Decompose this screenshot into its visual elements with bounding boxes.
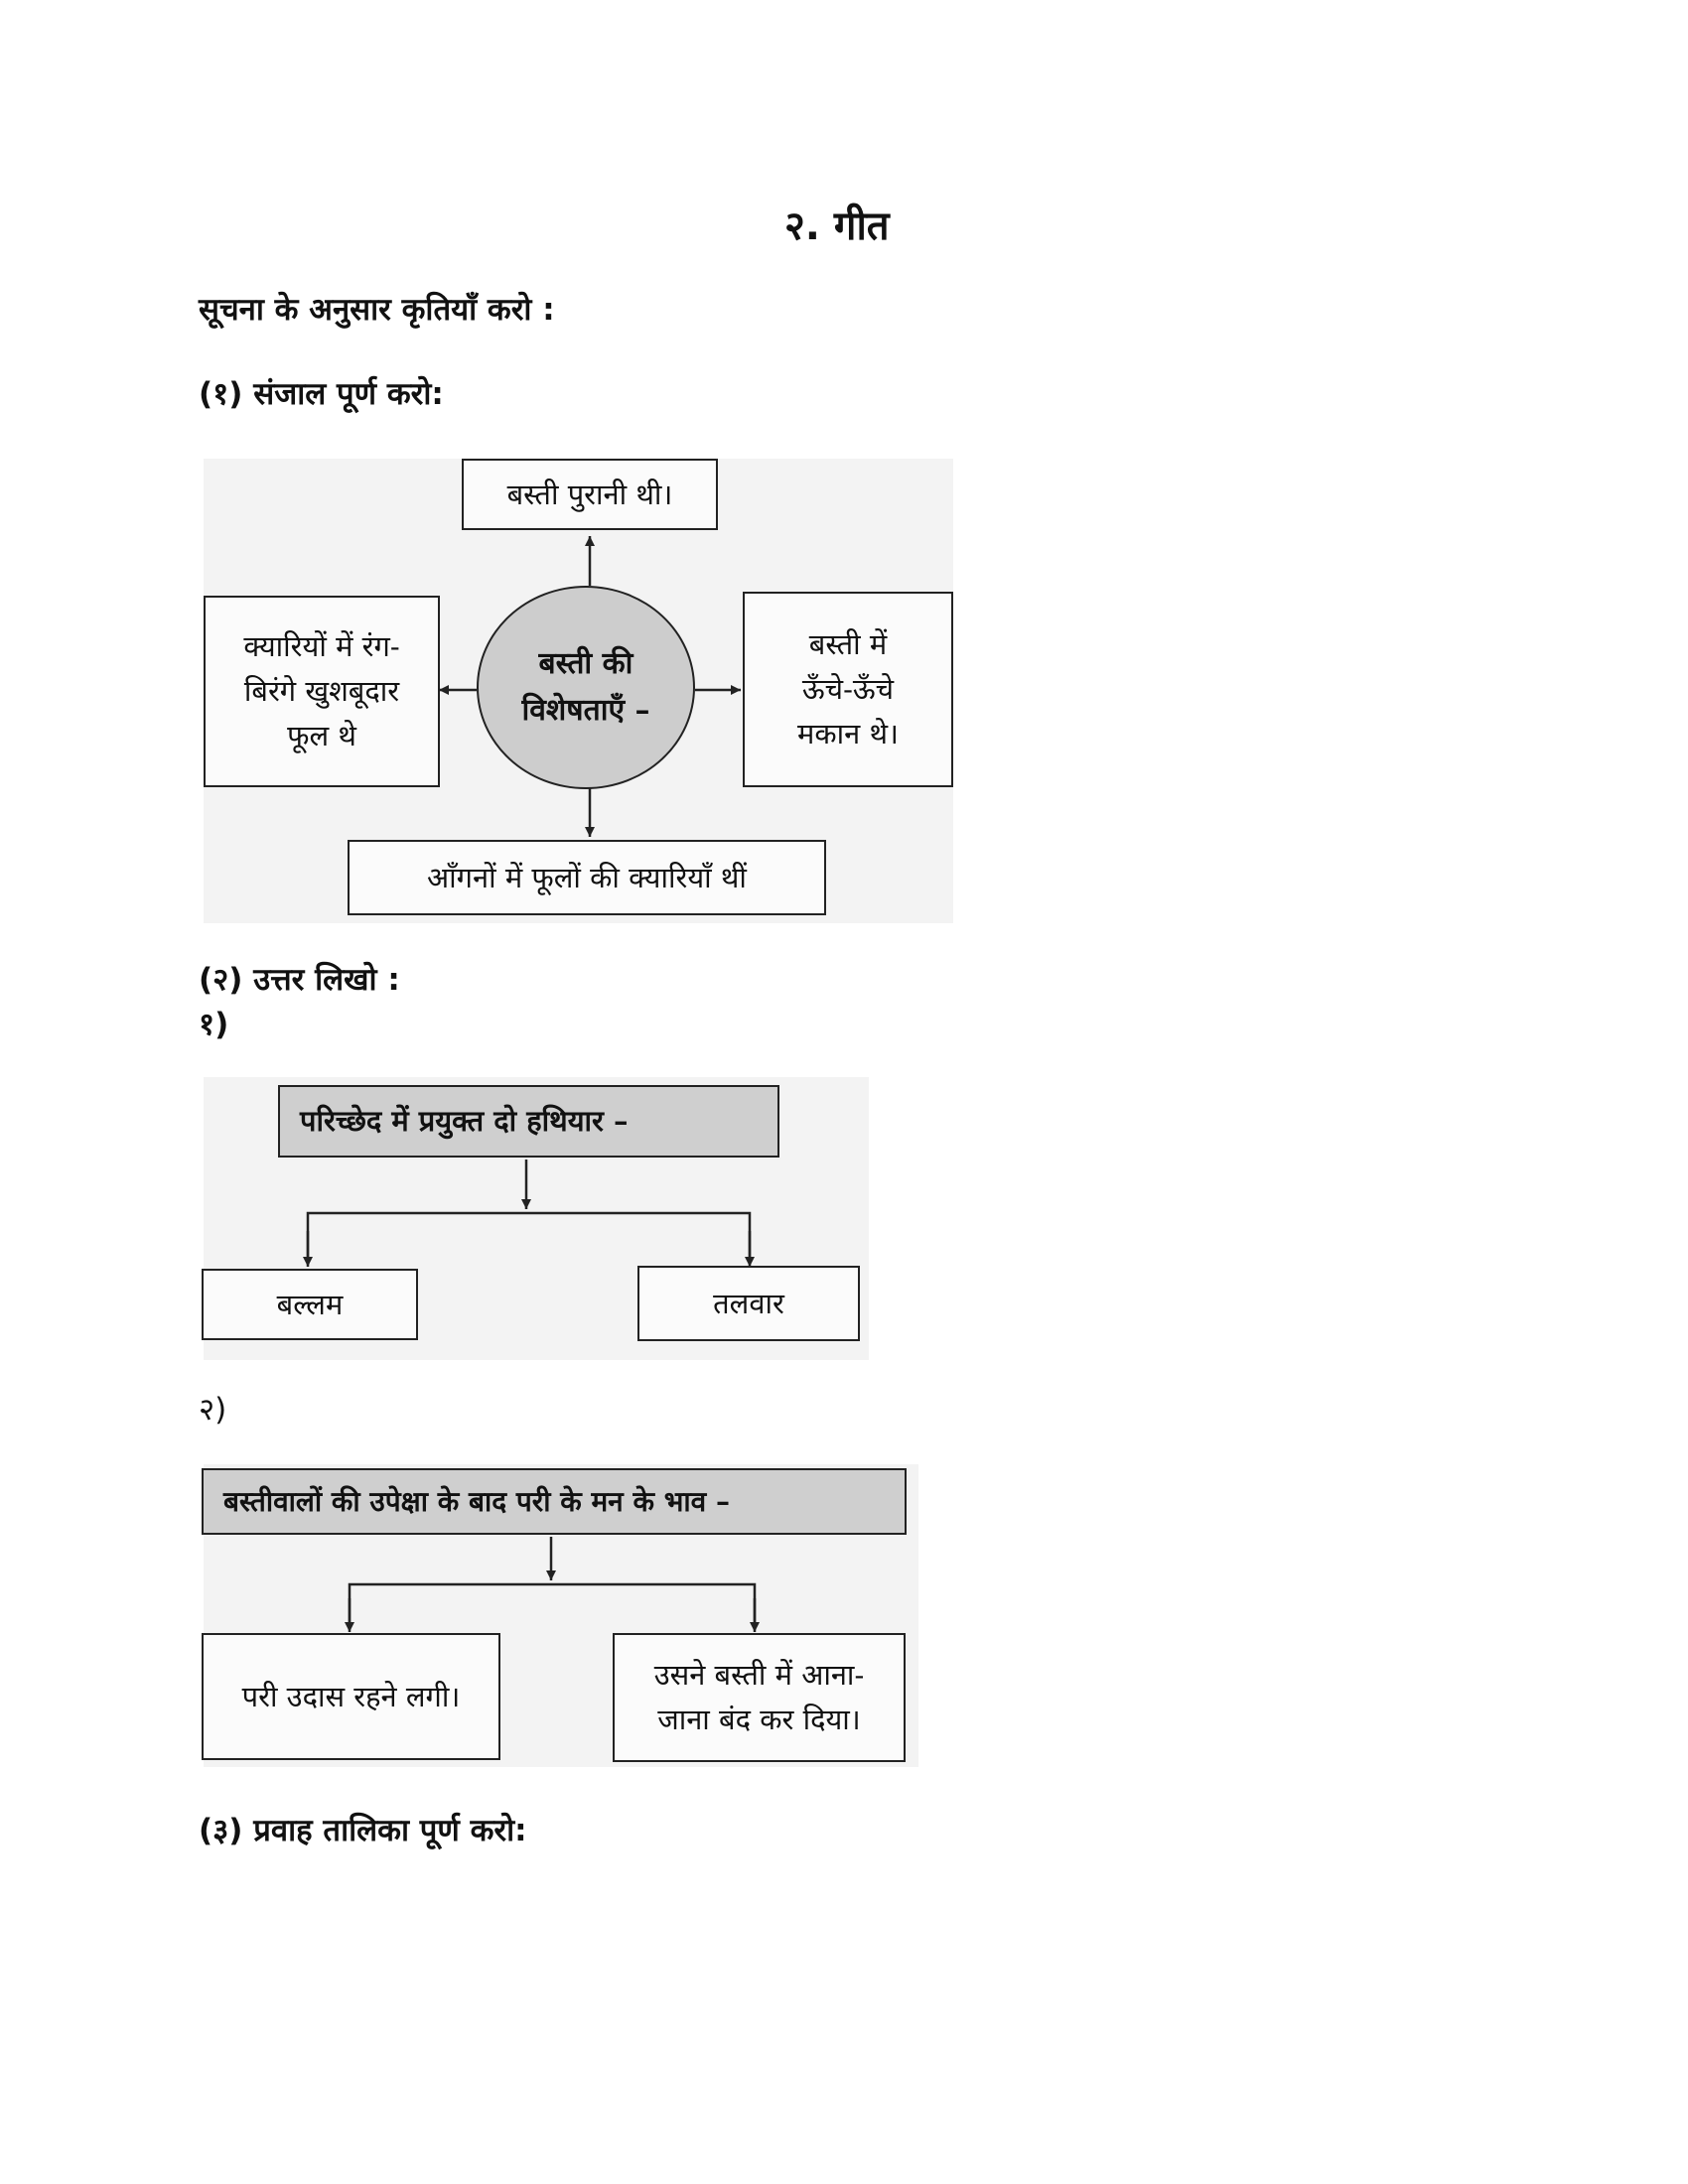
- tree-1-header: परिच्छेद में प्रयुक्त दो हथियार –: [278, 1085, 779, 1158]
- web-node-bottom: आँगनों में फूलों की क्यारियाँ थीं: [348, 840, 826, 915]
- web-node-right-line: बस्ती में: [808, 627, 888, 662]
- question-2-label: (२) उत्तर लिखो :: [199, 962, 400, 998]
- tree-2-right-line: जाना बंद कर दिया।: [657, 1703, 861, 1736]
- tree-1-right-node: तलवार: [637, 1266, 860, 1341]
- tree-1-left-node: बल्लम: [202, 1269, 418, 1340]
- web-node-top: बस्ती पुरानी थी।: [462, 459, 718, 530]
- sub-question-2-number: २): [199, 1392, 227, 1428]
- question-3-label: (३) प्रवाह तालिका पूर्ण करो:: [199, 1813, 527, 1848]
- sub-question-1-number: १): [199, 1007, 229, 1042]
- tree-2-header: बस्तीवालों की उपेक्षा के बाद परी के मन के भाव –: [202, 1468, 907, 1535]
- tree-2-right-node: [613, 1633, 906, 1762]
- web-node-right-line: ऊँचे-ऊँचे: [801, 672, 895, 707]
- page-title: २. गीत: [784, 204, 890, 249]
- tree-2-left-node: परी उदास रहने लगी।: [202, 1633, 500, 1760]
- web-node-left-line: बिरंगे खुशबूदार: [243, 674, 400, 709]
- web-node-right-line: मकान थे।: [797, 716, 899, 751]
- web-center-line: बस्ती की: [538, 646, 633, 681]
- web-center-line: विशेषताएँ –: [521, 692, 650, 728]
- instructions-heading: सूचना के अनुसार कृतियाँ करो :: [199, 292, 555, 328]
- web-node-left-line: क्यारियों में रंग-: [243, 629, 400, 664]
- question-1-label: (१) संजाल पूर्ण करो:: [199, 376, 444, 412]
- tree-2-right-line: उसने बस्ती में आना-: [653, 1658, 865, 1693]
- web-node-left-line: फूल थे: [287, 718, 356, 752]
